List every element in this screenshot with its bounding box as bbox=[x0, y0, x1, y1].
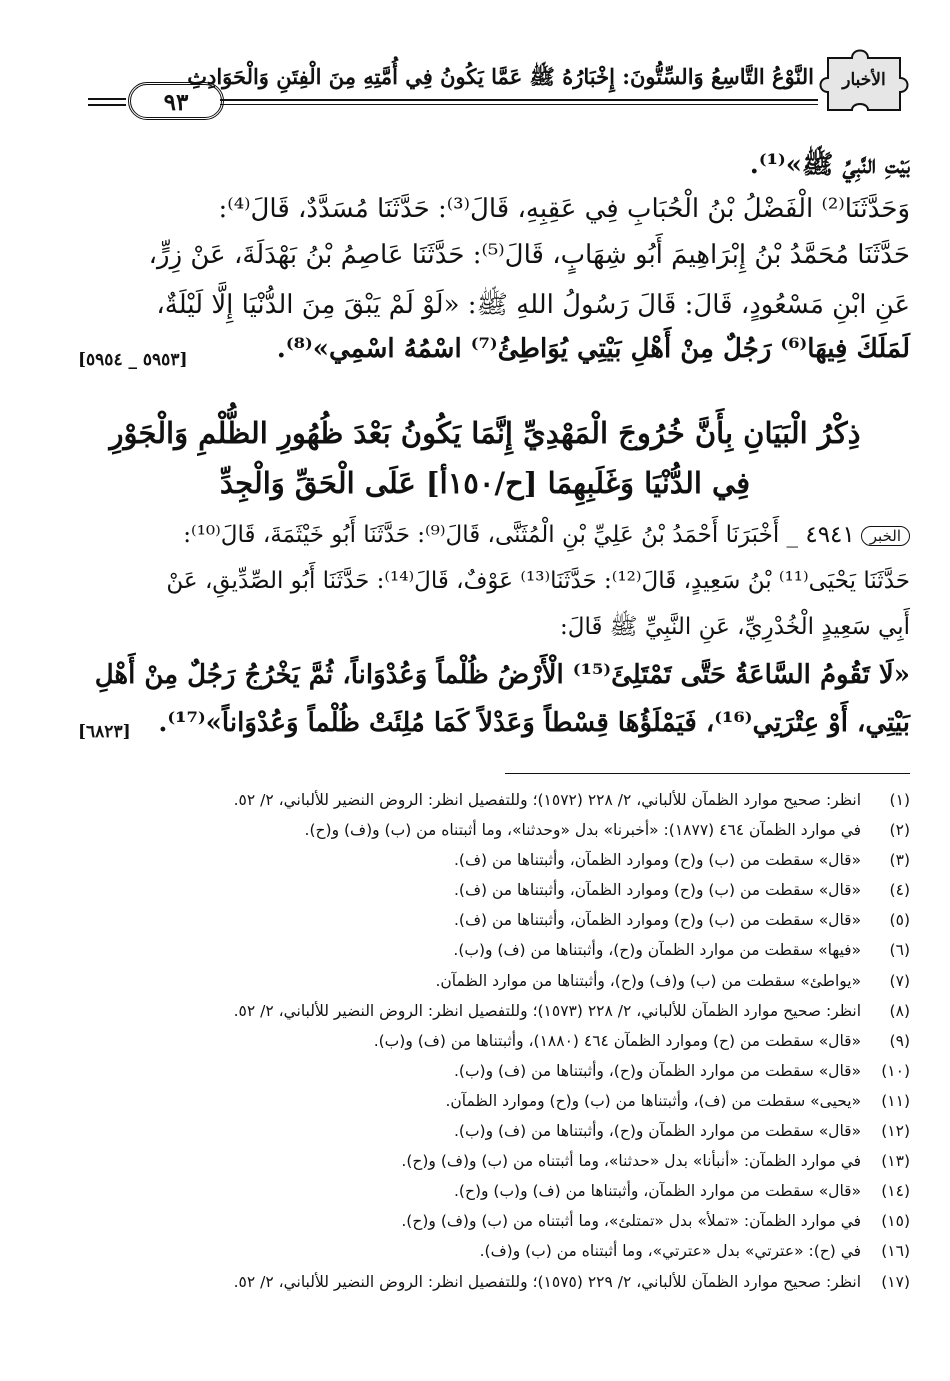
footnote-text: «يواطئ» سقطت من (ب) و(ف) و(ح)، وأثبتناها من موارد الظمآن. bbox=[435, 971, 862, 990]
footnote-number: (١٤) bbox=[881, 1182, 910, 1201]
footnote-number: (٢) bbox=[889, 821, 910, 840]
header-dash bbox=[88, 98, 126, 100]
footnote-text: «قال» سقطت من موارد الظمآن، وأثبتناها من (ف) و(ب) و(ح). bbox=[453, 1182, 862, 1201]
footnote-text: في موارد الظمآن: «تملأ» بدل «تمتلئ»، وما أثبتناه من (ب) و(ف) و(ح). bbox=[401, 1212, 862, 1231]
footnote bbox=[70, 996, 910, 1026]
footnote-number: (١٥) bbox=[881, 1212, 910, 1231]
text-line: لَمَلَكَ فِيهَا⁽⁶⁾ رَجُلٌ مِنْ أَهْلِ بَيْتِي يُوَاطِئُ⁽⁷⁾ اسْمُهُ اسْمِي»⁽⁸⁾. bbox=[276, 334, 910, 364]
hadith-reference: [٦٨٢٣] bbox=[78, 722, 131, 742]
footnote bbox=[70, 1056, 910, 1086]
hadith-ornament: الخبر bbox=[861, 526, 910, 546]
footnote-text: انظر: صحيح موارد الظمآن للألباني، ٢/ ٢٢٨ (١٥٧٢)؛ وللتفصيل انظر: الروض النضير للألباني، ٢/ ٥٢. bbox=[233, 791, 862, 809]
footnote-number: (١١) bbox=[881, 1091, 910, 1110]
footnote-text: «يحيى» سقطت من (ف)، وأثبتناها من (ب) و(ح) وموارد الظمآن. bbox=[445, 1091, 862, 1110]
footnote-number: (٣) bbox=[889, 851, 910, 870]
footnote-number: (١) bbox=[889, 791, 910, 809]
chapter-heading: ذِكْرُ الْبَيَانِ بِأَنَّ خُرُوجَ الْمَهْدِيِّ إِنَّمَا يَكُونُ بَعْدَ ظُهُورِ الظُّلْمِ وَالْجَوْرِ bbox=[109, 416, 861, 450]
text-line: وَحَدَّثَنَا⁽²⁾ الْفَضْلُ بْنُ الْحُبَابِ فِي عَقِبِهِ، قَالَ⁽³⁾: حَدَّثَنَا مُسَدَّدٌ، قَالَ⁽⁴⁾: bbox=[218, 194, 910, 224]
footnote-text: «قال» سقطت من (ب) و(ح) وموارد الظمآن، وأثبتناها من (ف). bbox=[453, 851, 862, 870]
footnote-text: انظر: صحيح موارد الظمآن للألباني، ٢/ ٢٢٩ (١٥٧٥)؛ وللتفصيل انظر: الروض النضير للألباني، ٢/ ٥٢. bbox=[233, 1272, 862, 1291]
text-line bbox=[60, 522, 910, 548]
footnote bbox=[70, 1206, 910, 1236]
footnote-text: «قال» سقطت من (ب) و(ح) وموارد الظمآن، وأثبتناها من (ف). bbox=[453, 881, 862, 900]
footnote-number: (١٦) bbox=[881, 1242, 910, 1261]
footnote bbox=[70, 1146, 910, 1176]
hadith-reference: [٥٩٥٣ _ ٥٩٥٤] bbox=[78, 350, 188, 370]
text-line: حَدَّثَنَا مُحَمَّدُ بْنُ إِبْرَاهِيمَ أَبُو شِهَابٍ، قَالَ⁽⁵⁾: حَدَّثَنَا عَاصِمُ بْنُ بَهْدَلَةَ، عَنْ زِرٍّ، bbox=[148, 240, 910, 270]
text-line: أَبِي سَعِيدٍ الْخُدْرِيِّ، عَنِ النَّبِيِّ ﷺ قَالَ: bbox=[560, 614, 910, 640]
text-line: بَيْتِي، أَوْ عِتْرَتِي⁽¹⁶⁾، فَيَمْلَؤُهَا قِسْطاً وَعَدْلاً كَمَا مُلِئَتْ ظُلْماً وَعُدْوَاناً»⁽¹⁷⁾. bbox=[158, 708, 910, 738]
footnote bbox=[70, 1267, 910, 1297]
footnote-number: (٤) bbox=[889, 881, 910, 900]
text-line: حَدَّثَنَا يَحْيَى⁽¹¹⁾ بْنُ سَعِيدٍ، قَالَ⁽¹²⁾: حَدَّثَنَا⁽¹³⁾ عَوْفٌ، قَالَ⁽¹⁴⁾: حَدَّثَنَا أَبُو الصِّدِّيقِ، عَنْ bbox=[166, 568, 910, 594]
hadith-opening: ٤٩٤١ _ أَخْبَرَنَا أَحْمَدُ بْنُ عَلِيِّ بْنِ الْمُثَنَّى، قَالَ⁽⁹⁾: حَدَّثَنَا أَبُو خَيْثَمَةَ، قَالَ⁽¹⁰⁾: bbox=[183, 522, 855, 548]
page-header bbox=[70, 44, 910, 120]
footnote-number: (٩) bbox=[889, 1031, 910, 1050]
text-line: «لَا تَقُومُ السَّاعَةُ حَتَّى تَمْتَلِئَ⁽¹⁵⁾ الْأَرْضُ ظُلْماً وَعُدْوَاناً، ثُمَّ يَخْرُجُ رَجُلٌ مِنْ أَهْلِ bbox=[94, 660, 910, 690]
page-number: ٩٣ bbox=[128, 82, 224, 120]
chapter-heading: فِي الدُّنْيَا وَغَلَبِهِمَا [ح/١٥٠أ] عَلَى الْحَقِّ وَالْجِدِّ bbox=[219, 466, 751, 500]
footnote-number: (٥) bbox=[889, 911, 910, 930]
footnote-number: (١٢) bbox=[881, 1122, 910, 1141]
footnote-number: (٧) bbox=[889, 971, 910, 990]
footnote-number: (٦) bbox=[889, 941, 910, 960]
footnote-number: (١٣) bbox=[881, 1152, 910, 1171]
footnote bbox=[70, 845, 910, 875]
footnote bbox=[70, 1116, 910, 1146]
footnote-separator bbox=[505, 773, 910, 774]
footnote bbox=[70, 1086, 910, 1116]
footnote bbox=[70, 875, 910, 905]
footnote-text: «قال» سقطت من (ب) و(ح) وموارد الظمآن، وأثبتناها من (ف). bbox=[453, 911, 862, 930]
footnote-number: (٨) bbox=[889, 1001, 910, 1020]
header-rule bbox=[220, 99, 818, 101]
footnote bbox=[70, 905, 910, 935]
footnote-text: في (ح): «عترتي» بدل «عترتي»، وما أثبتناه من (ب) و(ف). bbox=[479, 1242, 862, 1261]
footnotes bbox=[70, 785, 910, 1297]
footnote-text: «قال» سقطت من موارد الظمآن و(ح)، وأثبتناها من (ف) و(ب). bbox=[453, 1122, 862, 1141]
footnote bbox=[70, 966, 910, 996]
section-label: الأخبار bbox=[842, 70, 886, 90]
header-dash bbox=[88, 104, 126, 106]
footnote-text: «قال» سقطت من موارد الظمآن و(ح)، وأثبتناها من (ف) و(ب). bbox=[453, 1061, 862, 1080]
header-rule-thin bbox=[220, 104, 818, 105]
text-line: عَنِ ابْنِ مَسْعُودٍ، قَالَ: قَالَ رَسُولُ اللهِ ﷺ: «لَوْ لَمْ يَبْقَ مِنَ الدُّنْيَا إِلَّا لَيْلَةٌ، bbox=[156, 290, 910, 320]
footnote bbox=[70, 1176, 910, 1206]
footnote-text: في موارد الظمآن: «أنبأنا» بدل «حدثنا»، وما أثبتناه من (ب) و(ف) و(ح). bbox=[401, 1152, 862, 1171]
footnote-text: «فيها» سقطت من موارد الظمآن و(ح)، وأثبتناها من (ف) و(ب). bbox=[453, 941, 862, 960]
running-title: النَّوْعُ التَّاسِعُ وَالسِّتُّونَ: إِخْبَارُهُ ﷺ عَمَّا يَكُونُ فِي أُمَّتِهِ مِنَ الْفِتَنِ وَالْحَوَادِثِ bbox=[187, 64, 814, 89]
footnote-text: في موارد الظمآن ٤٦٤ (١٨٧٧): «أخبرنا» بدل «وحدثنا»، وما أثبتناه من (ب) و(ف) و(ح). bbox=[304, 821, 862, 840]
footnote-text: انظر: صحيح موارد الظمآن للألباني، ٢/ ٢٢٨ (١٥٧٣)؛ وللتفصيل انظر: الروض النضير للألباني، ٢/ ٥٢. bbox=[233, 1001, 862, 1020]
footnote bbox=[70, 1236, 910, 1266]
footnote bbox=[70, 1026, 910, 1056]
footnote-number: (١٧) bbox=[881, 1272, 910, 1291]
footnote bbox=[70, 935, 910, 965]
footnote bbox=[70, 815, 910, 845]
footnote-text: «قال» سقطت من (ح) وموارد الظمآن ٤٦٤ (١٨٨٠)، وأثبتناها من (ف) و(ب). bbox=[373, 1031, 862, 1050]
footnote-number: (١٠) bbox=[881, 1061, 910, 1080]
text-line: بَيْتِ النَّبِيِّ ﷺ»⁽¹⁾. bbox=[749, 150, 910, 180]
footnote bbox=[70, 785, 910, 815]
